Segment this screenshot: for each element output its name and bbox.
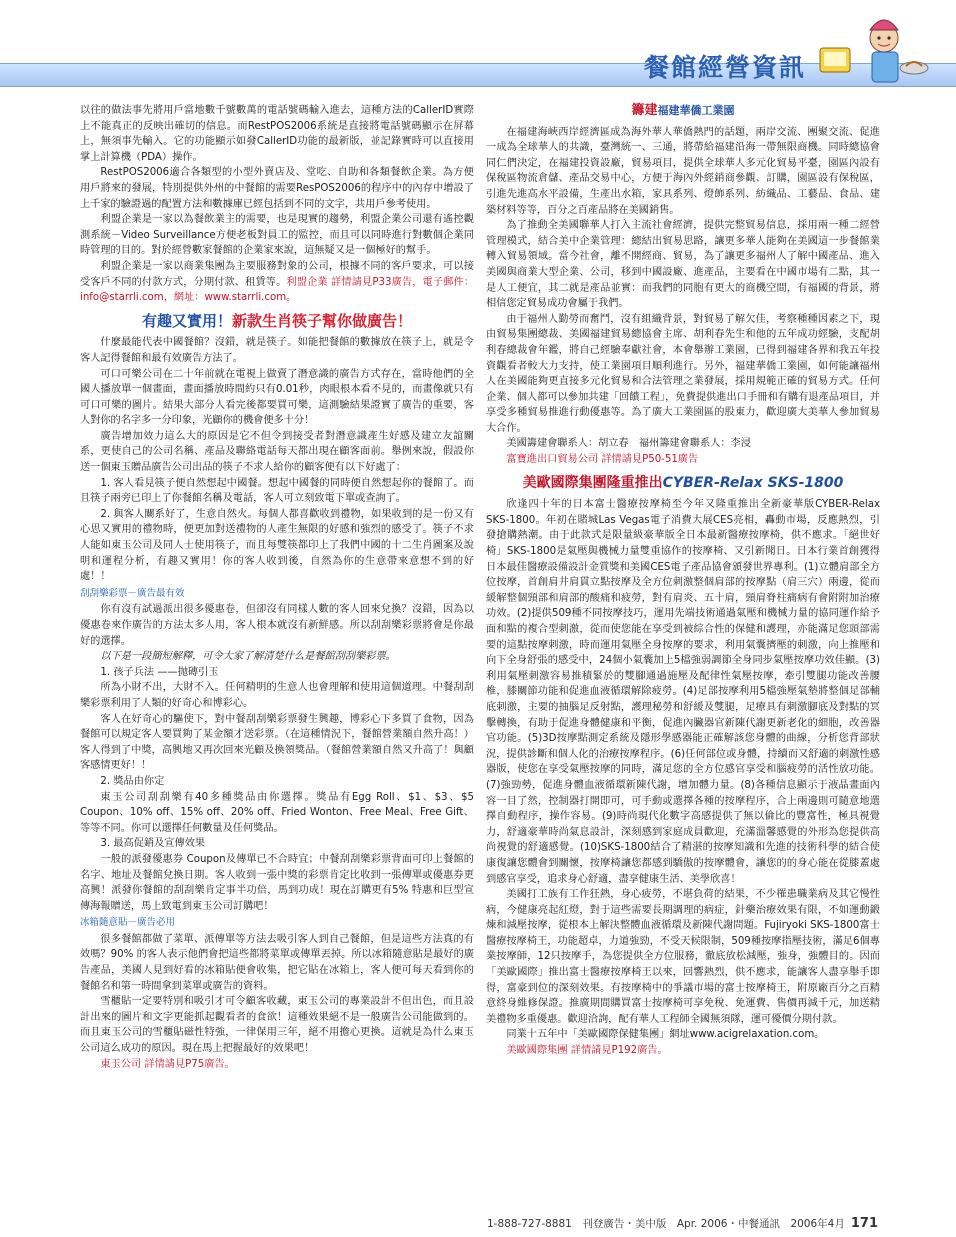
section-title-part: 美歐國際集團隆重推出 [522, 474, 663, 491]
right-column [486, 103, 880, 1059]
left-column [80, 103, 474, 1072]
paragraph: 所為小財不出，大財不入。任何精明的生意人也會理解和使用這個道理。中餐刮刮樂彩票利用了人類的好奇心和博彩心。 [80, 682, 474, 709]
paragraph: 美國打工族有工作狂熱，身心疲勞，不堪負荷的結果，不少罹患職業病及其它慢性病，今健康亮起紅燈，對于這些需要長期調理的病症，針藥治療效果有限，不如運動鍛煉和減壓按摩，從根本上解決整體血液循環及新陳代謝問題。Fujiryoki SKS-1800富士醫療按摩椅王，功能超卓，力道強勁，不受天候限制，509種按摩指壓技術，滿足6個專業按摩師，12只按摩手，為您提供全方位服務，徹底放松減壓，強身，強體目的。因而「美歐國際」推出富士醫療按摩椅王以來，回響熱烈，供不應求，能讓客人盡享舉手即得，富豪到位的深刻效果。有按摩椅中的爭議市場的富士按摩椅王，附原廠百分之百精意終身維修保證。推廣期間購買富士按摩椅可享免稅、免運費、售價再減千元，加送精美禮物多重優惠。歡迎洽詢，配有華人工程師全國無須隊，運可優價分期付款。 [486, 889, 880, 1025]
paragraph: 3. 最高促銷及宣傳效果 [100, 838, 206, 850]
paragraph: 為了推動全美國聯華人打入主流社會經濟，提供完整貿易信息，採用兩一種二經營管理模式，結合美中企業管理：總結出貿易思路，讓更多華人能夠在美國這一步餐館業轉入貿易領域。當今社會，離不開經商、貿易，為了讓更多福州人了解中國產品、進入美國與商業大型企業、公司，移到中國設廠、進產品，主要看在中國市場有二點，其一是人工便宜，其二就是產品並實：而我們的同胞有更大的商機空間，有福國的背景，將相信您定貿易成功會屬于我們。 [486, 220, 880, 310]
paragraph: RestPOS2006適合各類型的小型外賣店及、堂吃、自助和各類餐飲企業。為方便用戶將來的發展，特別提供外州的中餐館的需要ResPOS2006的程序中的內存中增設了上千家的驗證過的配置方法和數據庫已經包括到不同的文字，共用戶參考使用。 [80, 167, 474, 210]
section-title-part: 有趣又實用！ [141, 311, 232, 330]
section-header-title: 餐館經營資訊 [643, 53, 806, 82]
italic-note: 以下是一段簡短解釋，可令大家了解清楚什么是餐館刮刮樂彩票。 [100, 651, 396, 663]
paragraph: 在福建海峽西岸經濟區成為海外華人華僑熱門的話題，兩岸交流、團聚交流、促進一成為全球華人的共識，臺灣統一、三通，將帶給福建沿海一帶無限商機。同時總協會同仁們決定，在福建投資設廠，貿易項目，提供全球華人多元化貿易平臺，園區內設有保稅區物流倉儲、產品交易中心，方便于海內外經銷商參觀、訂購，園區設有保稅區，引進先進高水平設備，生產出水箱，家具系列、燈飾系列、紡織品、工藝品、食品、建築材料等等，百分之百產品將在美國銷售。 [486, 126, 880, 216]
paragraph: 以往的做法事先將用戶當地數千號數萬的電話號碼輸入進去，這種方法的CallerID實際上不能真正的反映出確切的信息。而RestPOS2006系統是直接將電話號碼顯示在屏幕上，無須事先輸入。它的功能顯示如發CallerID功能的最新版，並記錄實時可以直接用掌上計算機（PDA）操作。 [80, 105, 474, 163]
ad-reference: 東玉公司 詳情請見P75廣告。 [100, 1058, 235, 1070]
paragraph: 2. 獎品由你定 [100, 775, 165, 787]
section-title-chopsticks [80, 311, 474, 330]
paragraph: 很多餐館都做了菜單、派傳單等方法去吸引客人到自己餐館，但是這些方法真的有效嗎？90% 的客人表示他們會把這些都將菜單或傳單丟掉。所以冰箱隨意貼是最好的廣告產品，美國人見到好看的冰箱貼便會收集，把它貼在冰箱上，客人便可每天看到你的餐館名和第一時間拿到菜單或廣告的資料。 [80, 933, 474, 992]
paragraph: 雪櫃貼一定要特別和吸引才可令顧客收藏，東玉公司的專業設計不但出色，而且設計出來的圖片和文字更能抓起觀看者的食欲！這種效果絕不是一般廣告公司能做到的。而且東玉公司的雪櫃貼磁性特強，一律保用三年，絕不用擔心更換。這就是為什么東玉公司這么成功的原因。現在馬上把握最好的效果吧！ [80, 996, 474, 1055]
paragraph: 一般的派發優惠券 Coupon及傳單已不合時宜；中餐刮刮樂彩票背面可印上餐館的名字、地址及餐館兌換日期。客人收到一張中獎的彩票肯定比收到一張傳單或優惠券更高興！派發你餐館的刮刮樂肯定事半功倍，馬到功成！現在訂購更有5% 特惠和巨型宣傳海報贈送，馬上致電到東玉公司訂購吧！ [80, 853, 474, 912]
sub-heading: 刮刮樂彩票－廣告最有效 [80, 587, 185, 599]
paragraph: 欣逢四十年的日本富士醫療按摩椅至今年又隆重推出全新豪華版CYBER-Relax SKS-1800。年初在賭城Las Vegas電子消費大展CES亮相，轟動市場，反應熱烈，引發搶購熱潮。由于此款式是限量級豪華版全日本最新醫療按摩椅，供不應求。「絕世好椅」SKS-1800是氣壓與機械力量雙重協作的按摩椅、又引新聞日。日本行業首創獲得日本最佳醫療設備設計金賞獎和美國CES電子產品協會頒發世界專利。(1)立體肩部全方位按摩，首創肩井肩貫立點按摩及全方位刺激整個肩部的按摩點（肩三穴）兩邊，從而緩解整個頸部和肩部的酸痛和疲勞，對有肩炎、五十肩，頸肩脊柱痛病有會附附加治療功效。(2)提供509種不同按摩技巧，運用先端技術通過氣壓和機械力量的協同運作給予面和點的複合型刺激，從而使您能在享受到被綜合性的保健和護理，亦能滿足您頭部需要的這點按摩刺激，時而運用氣壓全身按摩的要求，利用氣囊擠壓的刺激，向上推壓和向下全身舒張的感受中，24個小氣囊加上5檔強弱調節全身同步氣壓按摩功效佳顯。(3)利用氣壓刺激容易推積緊於的雙腳通過施壓及配律性氣壓按摩，牽引雙腿功能改善腰椎，膝關節功能和促進血液循環解除疲勞。(4)足部按摩利用5檔強壓氣墊將整個足部輔底刺激，主要的抽腦足反射點，護理秘勞和舒緩及雙腿，足療具有刺激腳底及對點的冥擊轉換，有助于促進身體健康和平衡，促進內臟器官新陳代謝更新老化的細胞，改善器官功能。(5)3D按摩點測定系統及隱形學感器能正確解該您身體的曲線，分析您背部狀況，提供診斷和個人化的治療按摩程序。(6)任何部位或身體，持續而又舒適的刺激性感器版，使您在享受氣壓按摩的同時，滿足您的全方位感官享受和腦疲勞的活性放功能。(7)強勁勢，促進身體血液循環新陳代謝，增加體力量。(8)各種信息顯示于液晶畫面內容一目了然，控制器打開即可，可手動或選擇各種的按摩程序，合上兩邊則可隨意地選擇自動程序，操作容易。(9)時尚現代化數字高感提供了無以倫比的豐富性，極具視覺力，舒適豪華時尚氣息設計，深刻感到家庭成員歡迎，充滿溫馨感覺的外形為您提供高尚視覺的舒適感覺。(10)SKS-1800結合了精湛的按摩知識和先進的技術科學的結合使康復讓您體會到關懷，按摩椅讓您都感到驕傲的按摩體會，讓您的的身心能在從膝蓋處到感官享受，追求身心舒適，盡享健康生活、美學欣喜！ [486, 499, 880, 885]
page-number: 171 [850, 1216, 878, 1231]
section-title-part: CYBER-Relax SKS-1800 [662, 474, 844, 491]
ad-reference: 美歐國際集團 詳情請見P192廣告。 [506, 1045, 668, 1057]
paragraph: 可口可樂公司在二十年前就在電視上做賣了潛意識的廣告方式存在，當時他們的全國人播放單一個畫面，畫面播放時間約只有0.01秒，肉眼根本看不見的，而畫像就只有可口可樂的圖片。結果大部分人看完後都要買可樂，這測驗結果證實了廣告的重要，客人對你的名字多一分印象，光顧你的機會便多十分！ [80, 368, 474, 427]
contact-line: 美國籌建會聯系人：胡立春 福州籌建會聯系人：李浸 [506, 438, 751, 450]
paragraph-text: 利盟企業是一家以商業集團為主要服務對象的公司，根據不同的客戶要求，可以接受客戶不同的付款方式，分期付款、租賃等。 [80, 260, 474, 288]
chef-illustration-icon [814, 8, 934, 90]
paragraph [80, 259, 474, 306]
paragraph: 2. 與客人關系好了，生意自然火。每個人都喜歡收到禮物，如果收到的是一份又有心思又實用的禮物時，便更加對送禮物的人產生無限的好感和強烈的感受了。筷子不求人能如東玉公司及同人士使用筷子，而且每雙筷都印上了我們中國的十二生肖圖案及說明和運程分析，有趣又實用！你的客人收到後，自然為你的生意帶來意想不到的好處！！ [80, 508, 474, 583]
paragraph: 你有沒有試過派出很多優惠卷，但卻沒有同樣人數的客人回來兌換？沒錯，因為以優惠卷來作廣告的方法太多人用，客人根本就沒有新鮮感。所以刮刮樂彩票將會是你最好的選擇。 [80, 604, 474, 647]
paragraph: 1. 孩子兵法 ——抛磚引玉 [100, 666, 219, 678]
sub-heading: 冰箱隨意貼－廣告必用 [80, 917, 176, 929]
paragraph: 廣告增加效力這么大的原因是它不但令到接受者對潛意識產生好感及建立友誼關系，更使自己的公司名稱、產品及聯絡電話每天都出現在顧客面前。舉例來說，假設你送一個東玉贈品廣告公司出品的筷子不求人給你的顧客便有以下好處了： [80, 430, 474, 474]
footer-info [487, 1216, 878, 1231]
paragraph: 由于福州人勤勞而奮鬥，沒有組織背景，對貿易了解欠佳，考察種種因素之下，現由貿易集團總裁、美國福建貿易總協會主席、胡利春先生和他的五年成功經驗，支配胡利春總裁會年鑑，將自己經驗奉獻社會，本會舉辦工業園，已得到福建各界和我五年投資觀看者較大力支持，使工業園項目順利進行。另外，福建華僑工業園，如何能讓福州人在美國能夠更直接多元化貿易和合法管理之業發展，採用規範正確的貿易方式。任何企業、個人都可以參加共建「回饋工程」，免費提供進出口手冊和有購有退產品項目，并享受多種貿易推進行動優惠等。為了廣大工業園區的股東力，歡迎廣大美華人參加貿易大合作。 [486, 313, 880, 434]
section-title-part: 籌建 [631, 103, 658, 118]
paragraph: 利盟企業是一家以為餐飲業主的需要，也是現實的趨勢，利盟企業公司還有遙控觀測系統－Video Surveillance方便老板對員工的監控，而且可以同時進行對數個企業同時管理的目的。對於經營數家餐館的企業家來說，這無疑又是一個極好的幫手。 [80, 214, 474, 257]
paragraph: 什麼最能代表中國餐館？沒錯，就是筷子。如能把餐館的數據放在筷子上，就是令客人記得餐館和最有效廣告方法了。 [80, 337, 474, 364]
footer-text: 1-888-727-8881 刊登廣告・美中版 Apr. 2006・中餐通訊 2006年4月 [487, 1218, 845, 1230]
ad-reference: 利盟企業 詳情請見P33廣告，電子郵件：info@starrli.com，網址：www.starrli.com。 [80, 276, 475, 304]
section-title-industrial-park [486, 103, 880, 119]
paragraph: 東玉公司刮刮樂有40多種獎品由你選擇。獎品有Egg Roll、$1、$3、$5 Coupon、10% off、15% off、20% off、Fried Wonton、Free Meal、Free Gift、等等不同。你可以選擇任何數量及任何獎品。 [80, 791, 474, 834]
header-band [0, 63, 956, 87]
section-title-cyber-relax [486, 476, 880, 492]
paragraph: 客人在好奇心的驅使下，對中餐刮刮樂彩票發生興趣，博彩心下多買了食物，因為餐館可以規定客人要買夠了某金額才送彩票。（在這種情況下，餐館營業額自然升高！）客人得到了中獎，高興地又再次回來光顧及換領獎品。（餐館營業額自然又升高了！與顧客感情更好！！ [80, 713, 474, 772]
paragraph: 1. 客人看見筷子便自然想起中國餐。想起中國餐的同時便自然想起你的餐館了。而且筷子兩旁已印上了你餐館名稱及電話，客人可立刻致電下單或查詢了。 [80, 477, 474, 505]
section-title-part: 福建華僑工業園 [657, 104, 735, 117]
section-title-part: 新款生肖筷子幫你做廣告！ [232, 311, 413, 330]
paragraph: 同業十五年中「美歐國際保健集團」網址www.acigrelaxation.com。 [506, 1029, 825, 1041]
ad-reference: 富寶進出口貿易公司 詳情請見P50-51廣告 [506, 454, 699, 466]
